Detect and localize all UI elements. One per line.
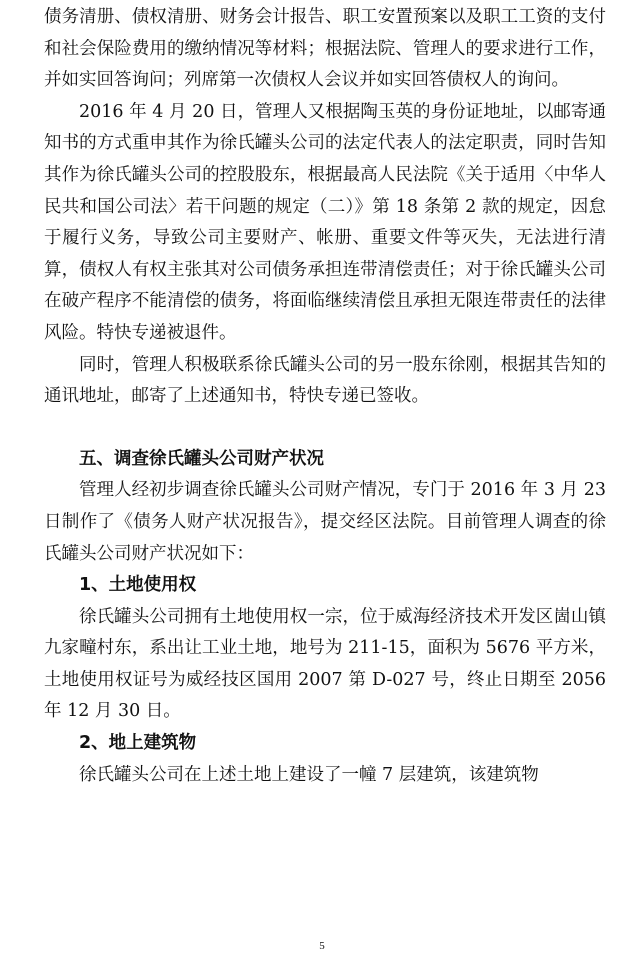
paragraph-property-intro: 管理人经初步调查徐氏罐头公司财产情况，专门于 2016 年 3 月 23 日制作了《债务人财产状况报告》，提交经区法院。目前管理人调查的徐氏罐头公司财产状况如下：: [44, 480, 606, 564]
subheading-buildings: 2、地上建筑物: [79, 733, 197, 754]
page-number: 5: [319, 940, 325, 952]
paragraph-land-use-right: 徐氏罐头公司拥有土地使用权一宗，位于威海经济技术开发区崮山镇九家疃村东，系出让工业土地，地号为 211-15，面积为 5676 平方米，土地使用权证号为威经技区国用 2007 第 D-027 号，终止日期至 2056 年 12 月 30 日。: [44, 606, 606, 722]
document-page: [44, 0, 606, 791]
subheading-land-use-right: 1、土地使用权: [79, 575, 197, 596]
section-heading-property-status: 五、调查徐氏罐头公司财产状况: [79, 448, 324, 469]
paragraph-notice-other-shareholder: 同时，管理人积极联系徐氏罐头公司的另一股东徐刚，根据其告知的通讯地址，邮寄了上述通知书，特快专递已签收。: [44, 354, 606, 407]
section-spacer: [44, 413, 606, 444]
paragraph-notice-legal-representative: 2016 年 4 月 20 日，管理人又根据陶玉英的身份证地址，以邮寄通知书的方式重申其作为徐氏罐头公司的法定代表人的法定职责，同时告知其作为徐氏罐头公司的控股股东，根据最高人民法院《关于适用〈中华人民共和国公司法〉若干问题的规定（二）》第 18 条第 2 款的规定，因怠于履行义务，导致公司主要财产、帐册、重要文件等灭失，无法进行清算，债权人有权主张其对公司债务承担连带清偿责任；对于徐氏罐头公司在破产程序不能清偿的债务，将面临继续清偿且承担无限连带责任的法律风险。特快专递被退件。: [44, 101, 606, 343]
paragraph-buildings: 徐氏罐头公司在上述土地上建设了一幢 7 层建筑，该建筑物: [79, 764, 539, 785]
paragraph-materials-duties: 债务清册、债权清册、财务会计报告、职工安置预案以及职工工资的支付和社会保险费用的缴纳情况等材料；根据法院、管理人的要求进行工作，并如实回答询问；列席第一次债权人会议并如实回答债权人的询问。: [44, 7, 606, 91]
